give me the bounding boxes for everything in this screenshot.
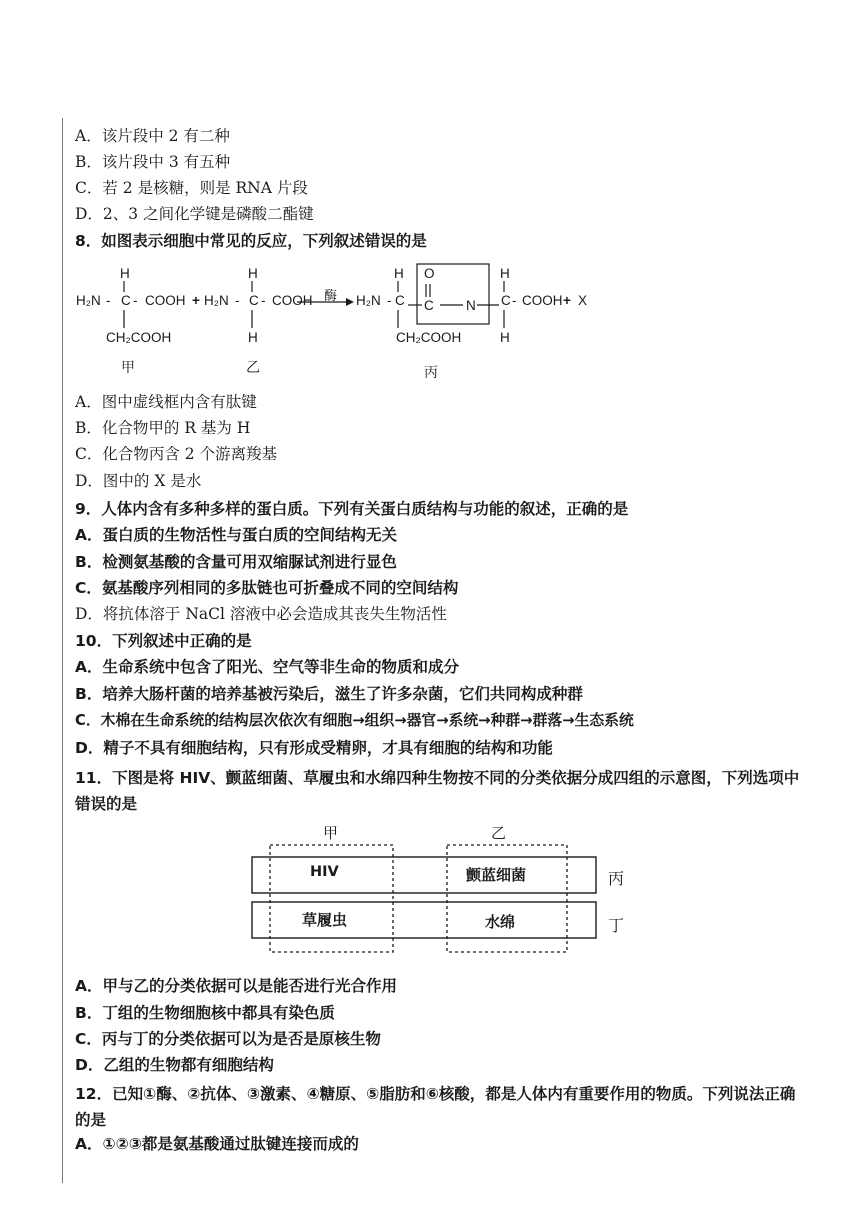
q8-stem: 8．如图表示细胞中常见的反应，下列叙述错误的是 <box>75 232 427 250</box>
q12-stem: 12．已知①酶、②抗体、③激素、④糖原、⑤脂肪和⑥核酸，都是人体内有重要作用的物质。下列说法正确的是 <box>75 1085 796 1129</box>
plus-sign-2: + <box>563 293 571 308</box>
yi-top-h: H <box>248 266 258 281</box>
bing-bottom-h: H <box>500 330 510 345</box>
enzyme-label: 酶 <box>324 288 338 303</box>
q7-option-c: C．若 2 是核糖，则是 RNA 片段 <box>75 179 308 197</box>
bing-bond-right: - <box>512 293 517 308</box>
bing-amino: H₂N <box>356 293 381 308</box>
plus-sign-1: + <box>192 293 200 308</box>
column-yi: 乙 <box>491 824 507 842</box>
q8-option-a: A．图中虚线框内含有肽键 <box>75 393 257 411</box>
yi-amino: H₂N <box>204 293 229 308</box>
cell-cyanobacteria: 颤蓝细菌 <box>466 866 527 884</box>
bing-carbonyl-c: C <box>424 298 434 313</box>
yi-carbon: C <box>249 293 259 308</box>
row-ding: 丁 <box>608 916 625 935</box>
q7-option-a: A．该片段中 2 有二种 <box>75 127 230 145</box>
yi-bond-left: - <box>235 293 240 308</box>
q7-option-b: B．该片段中 3 有五种 <box>75 153 231 171</box>
cell-paramecium: 草履虫 <box>302 911 348 929</box>
q11-stem: 11．下图是将 HIV、颤蓝细菌、草履虫和水绵四种生物按不同的分类依据分成四组的示意图，下列选项中错误的是 <box>75 769 800 813</box>
label-bing: 丙 <box>424 365 438 381</box>
jia-bond-right: - <box>133 293 138 308</box>
q10-option-d: D．精子不具有细胞结构，只有形成受精卵，才具有细胞的结构和功能 <box>75 739 553 757</box>
q9-option-d: D．将抗体溶于 NaCl 溶液中必会造成其丧失生物活性 <box>75 605 447 623</box>
q7-option-d: D．2、3 之间化学键是磷酸二酯键 <box>75 205 314 223</box>
jia-cooh: COOH <box>145 293 186 308</box>
row-bing: 丙 <box>608 869 625 888</box>
bing-nitrogen: N <box>466 298 476 313</box>
label-jia: 甲 <box>121 360 135 376</box>
q9-option-b: B．检测氨基酸的含量可用双缩脲试剂进行显色 <box>75 553 397 571</box>
bing-carbon-1: C <box>395 293 405 308</box>
q9-option-c: C．氨基酸序列相同的多肽链也可折叠成不同的空间结构 <box>75 579 459 597</box>
bing-carbon-2: C <box>501 293 511 308</box>
q10-option-a: A．生命系统中包含了阳光、空气等非生命的物质和成分 <box>75 658 459 676</box>
jia-r-group: CH₂COOH <box>106 330 172 345</box>
q9-stem: 9．人体内含有多种多样的蛋白质。下列有关蛋白质结构与功能的叙述，正确的是 <box>75 500 629 518</box>
bing-oxygen: O <box>424 266 435 281</box>
cell-hiv: HIV <box>310 864 339 880</box>
bing-r-group: CH₂COOH <box>396 330 462 345</box>
q10-stem: 10．下列叙述中正确的是 <box>75 632 252 650</box>
jia-amino: H₂N <box>76 293 101 308</box>
jia-bond-left: - <box>106 293 111 308</box>
product-x: X <box>578 293 588 308</box>
q8-option-c: C．化合物丙含 2 个游离羧基 <box>75 445 278 463</box>
bing-cooh: COOH <box>522 293 563 308</box>
q11-option-d: D．乙组的生物都有细胞结构 <box>75 1056 274 1074</box>
jia-top-h: H <box>120 266 130 281</box>
bing-bond-1: - <box>387 293 392 308</box>
cell-spirogyra: 水绵 <box>485 913 516 931</box>
bing-top-h-2: H <box>500 266 510 281</box>
q11-option-a: A．甲与乙的分类依据可以是能否进行光合作用 <box>75 977 397 995</box>
q8-option-b: B．化合物甲的 R 基为 H <box>75 419 251 437</box>
q10-option-c: C．木棉在生命系统的结构层次依次有细胞→组织→器官→系统→种群→群落→生态系统 <box>75 712 634 729</box>
q9-option-a: A．蛋白质的生物活性与蛋白质的空间结构无关 <box>75 526 397 544</box>
label-yi: 乙 <box>246 360 260 376</box>
q8-option-d: D．图中的 X 是水 <box>75 472 202 490</box>
yi-cooh: COOH <box>272 293 313 308</box>
q12-option-a: A．①②③都是氨基酸通过肽键连接而成的 <box>75 1135 359 1153</box>
q10-option-b: B．培养大肠杆菌的培养基被污染后，滋生了许多杂菌，它们共同构成种群 <box>75 685 583 703</box>
q11-option-b: B．丁组的生物细胞核中都具有染色质 <box>75 1004 335 1022</box>
q11-option-c: C．丙与丁的分类依据可以为是否是原核生物 <box>75 1030 381 1048</box>
jia-carbon: C <box>121 293 131 308</box>
yi-bottom-h: H <box>248 330 258 345</box>
column-jia: 甲 <box>323 824 339 842</box>
yi-bond-right: - <box>261 293 266 308</box>
bing-top-h: H <box>394 266 404 281</box>
